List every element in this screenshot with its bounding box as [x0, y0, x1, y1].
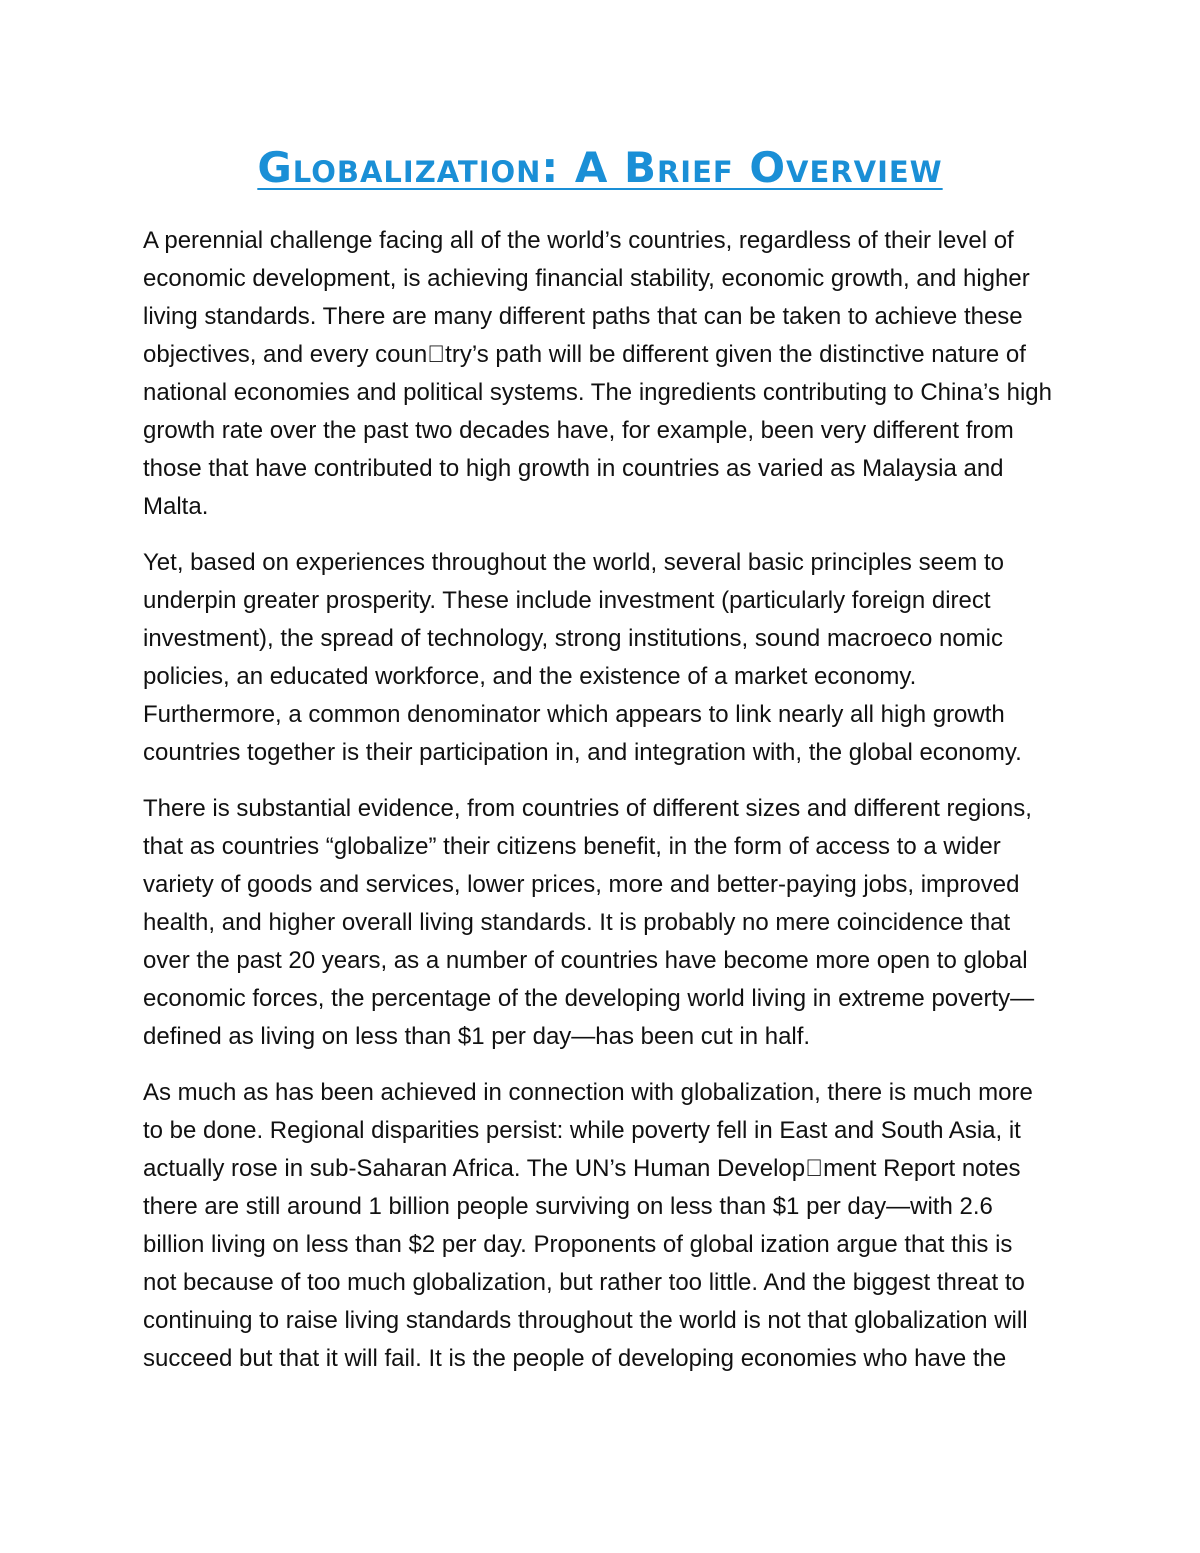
text-line: continuing to raise living standards throughout the world is not that globalization will: [143, 1307, 1028, 1334]
text-line: objectives, and every coun try’s path will be different given the distinctive nature of: [143, 341, 1026, 368]
text-line: investment), the spread of technology, strong institutions, sound macroeco nomic: [143, 625, 1004, 652]
paragraph-2: [143, 544, 1068, 772]
text-line: actually rose in sub-Saharan Africa. The UN’s Human Develop ment Report notes: [143, 1155, 1021, 1182]
text-line: succeed but that it will fail. It is the people of developing economies who have the: [143, 1345, 1007, 1372]
text-line: not because of too much globalization, but rather too little. And the biggest threat to: [143, 1269, 1025, 1296]
text-line: growth rate over the past two decades have, for example, been very different from: [143, 417, 1014, 444]
text-line: underpin greater prosperity. These include investment (particularly foreign direct: [143, 587, 991, 614]
text-line: economic forces, the percentage of the developing world living in extreme poverty—: [143, 985, 1035, 1012]
text-line: As much as has been achieved in connection with globalization, there is much more: [143, 1079, 1033, 1106]
text-line: to be done. Regional disparities persist: while poverty fell in East and South Asia, it: [143, 1117, 1021, 1144]
text-line: national economies and political systems. The ingredients contributing to China’s high: [143, 379, 1052, 406]
text-line: Malta.: [143, 493, 209, 520]
text-line: defined as living on less than $1 per day—has been cut in half.: [143, 1023, 811, 1050]
text-line: billion living on less than $2 per day. Proponents of global ization argue that this is: [143, 1231, 1013, 1258]
document-title: Globalization: A Brief Overview: [257, 143, 943, 192]
text-line: variety of goods and services, lower prices, more and better-paying jobs, improved: [143, 871, 1020, 898]
text-line: There is substantial evidence, from countries of different sizes and different regions,: [143, 795, 1032, 822]
text-line: that as countries “globalize” their citizens benefit, in the form of access to a wider: [143, 833, 1001, 860]
document-body: [143, 222, 1068, 1396]
text-line: health, and higher overall living standards. It is probably no mere coincidence that: [143, 909, 1011, 936]
paragraph-3: [143, 790, 1068, 1056]
text-line: living standards. There are many different paths that can be taken to achieve these: [143, 303, 1023, 330]
paragraph-1: [143, 222, 1068, 526]
text-line: economic development, is achieving financial stability, economic growth, and higher: [143, 265, 1030, 292]
text-line: A perennial challenge facing all of the world’s countries, regardless of their level of: [143, 227, 1014, 254]
text-line: over the past 20 years, as a number of countries have become more open to global: [143, 947, 1028, 974]
paragraph-4: [143, 1074, 1068, 1378]
text-line: Furthermore, a common denominator which appears to link nearly all high growth: [143, 701, 1005, 728]
text-line: Yet, based on experiences throughout the world, several basic principles seem to: [143, 549, 1004, 576]
text-line: policies, an educated workforce, and the existence of a market economy.: [143, 663, 917, 690]
text-line: countries together is their participation in, and integration with, the global economy.: [143, 739, 1022, 766]
text-line: there are still around 1 billion people surviving on less than $1 per day—with 2.6: [143, 1193, 993, 1220]
text-line: those that have contributed to high growth in countries as varied as Malaysia and: [143, 455, 1004, 482]
